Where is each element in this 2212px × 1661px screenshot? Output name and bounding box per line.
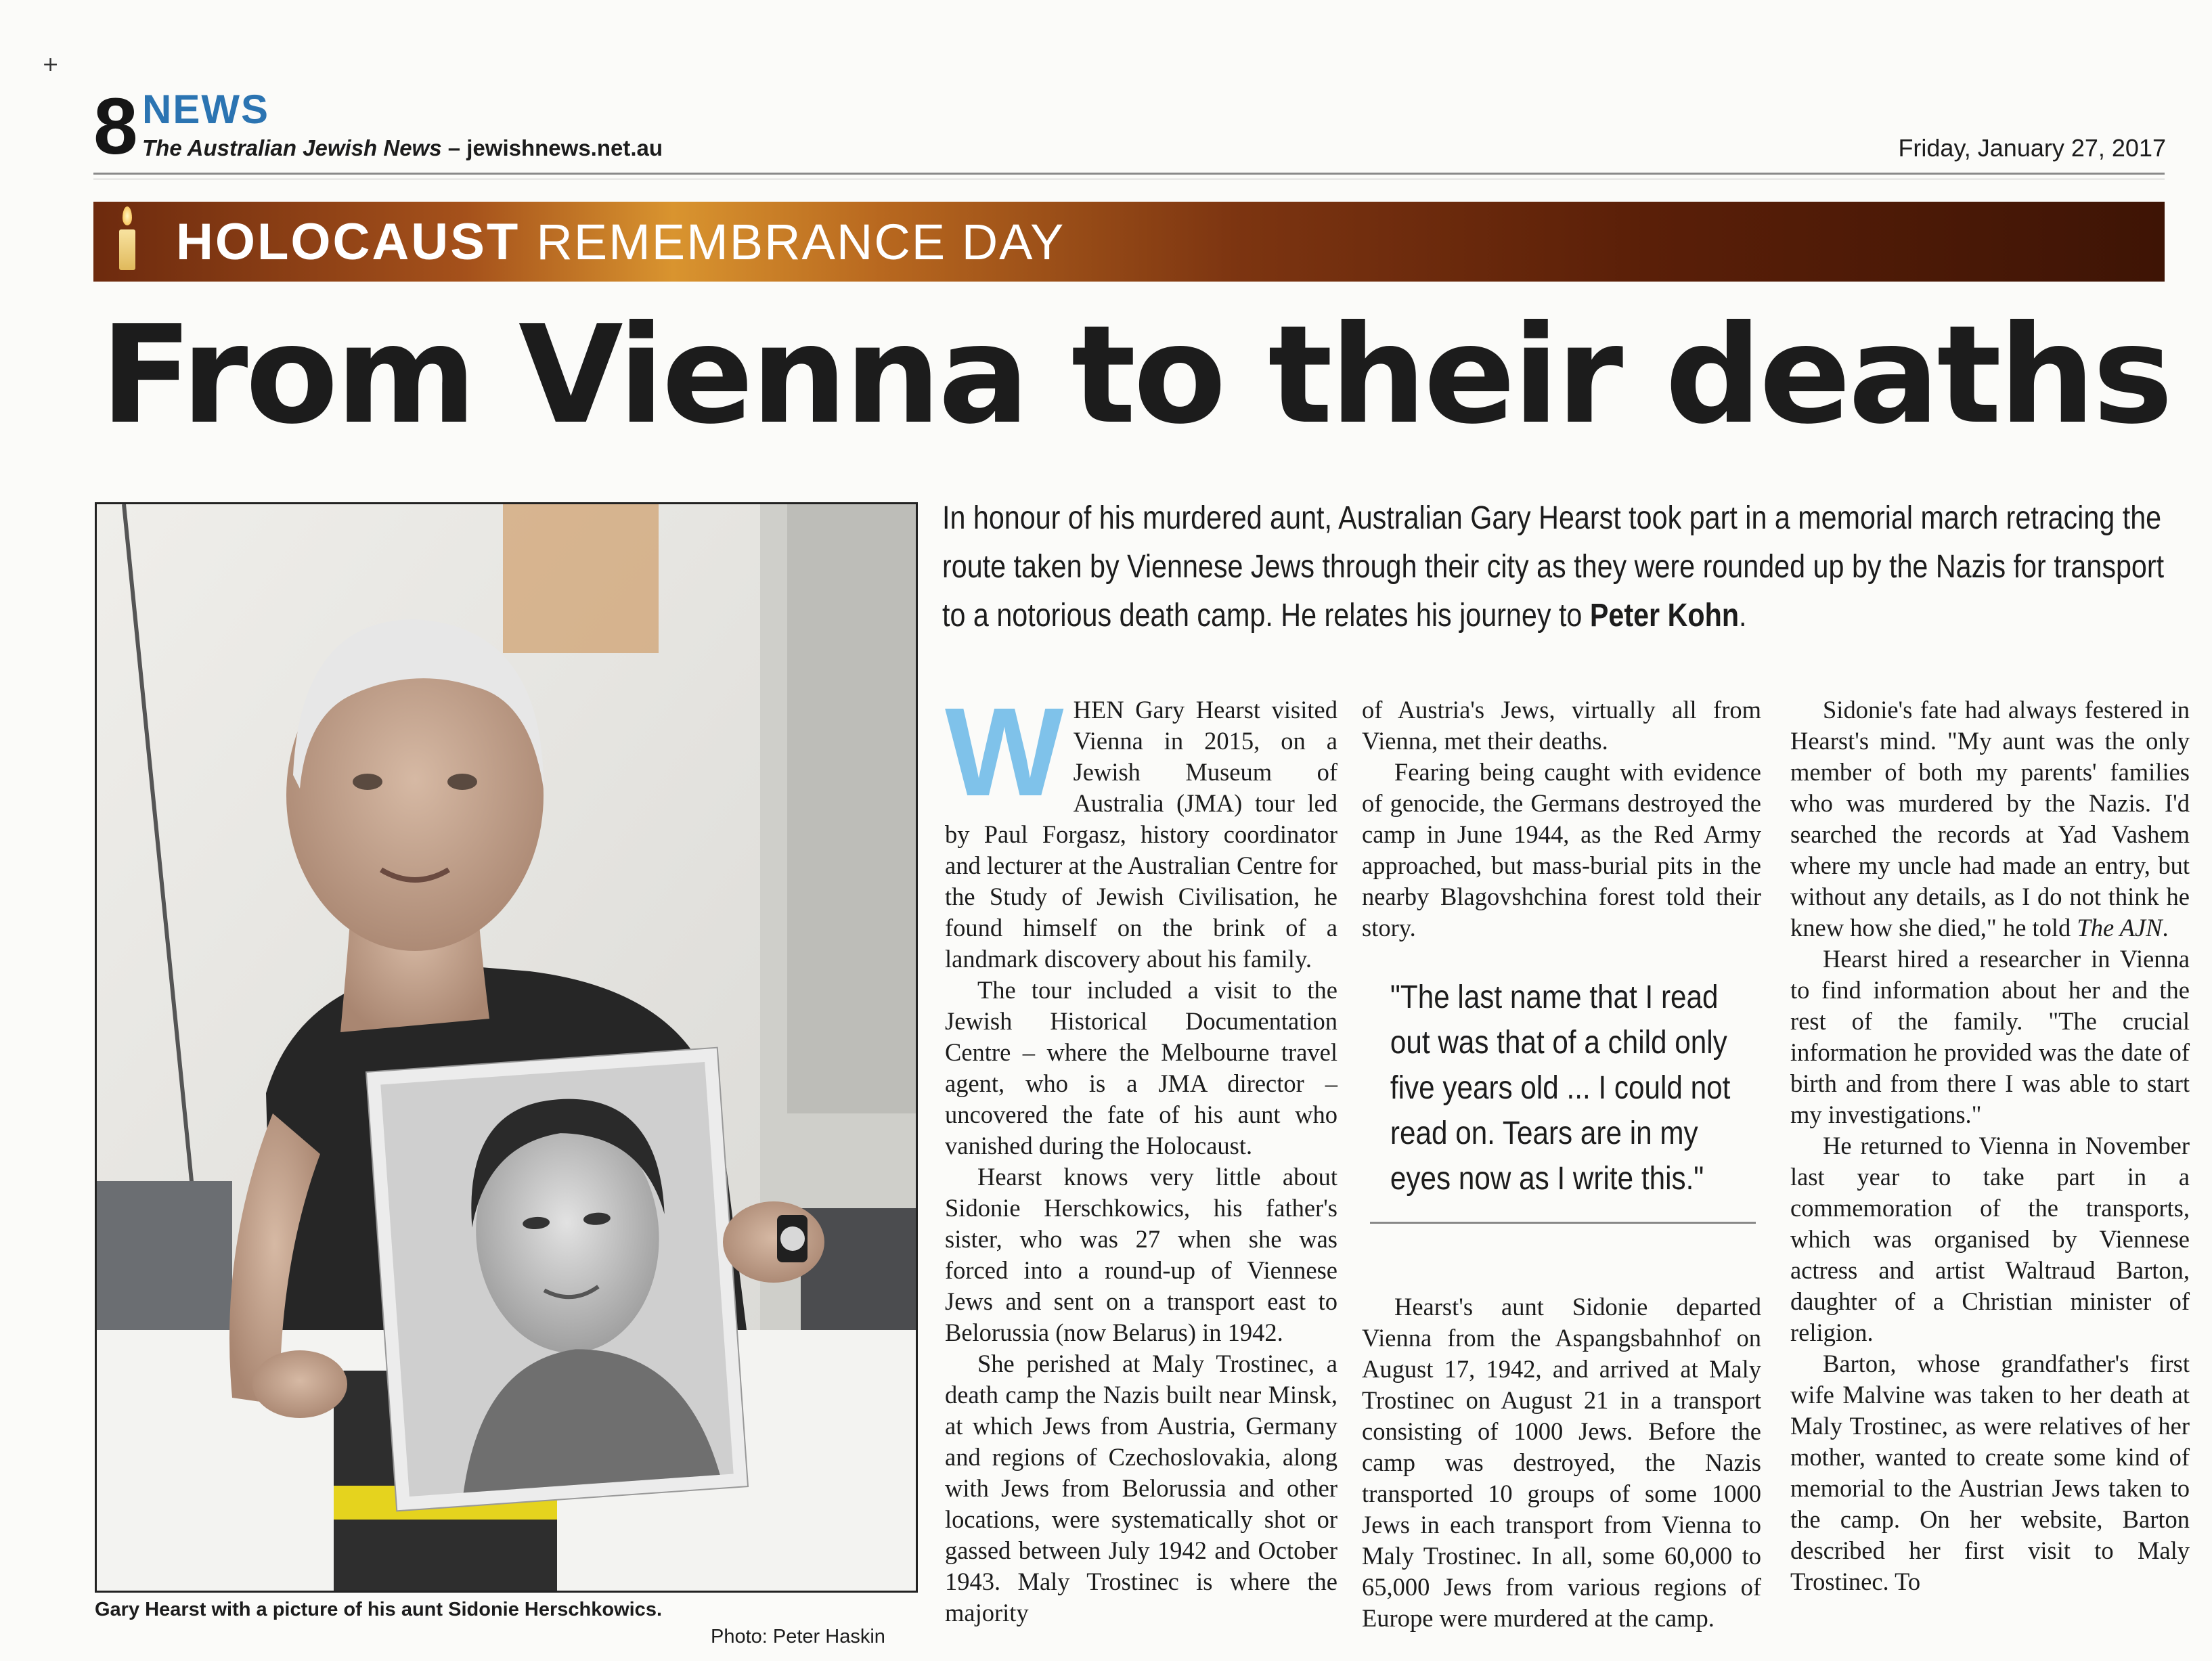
paragraph-text: HEN Gary Hearst visited Vienna in 2015, on a Jewish Museum of Australia (JMA) tour led by Paul Forgasz, history coordinator and lecturer at the Australian Centre for the Study of Jewish Civilisation, he found himself on the brink of a landmark discovery about his family.: [945, 696, 1337, 973]
article-photo: [95, 502, 918, 1593]
standfirst-end: .: [1739, 598, 1747, 634]
photo-caption: Gary Hearst with a picture of his aunt Sidonie Herschkowics.: [95, 1599, 662, 1620]
paragraph: [1790, 694, 2190, 944]
drop-cap: W: [945, 682, 1064, 822]
article-column-3: [1790, 694, 2190, 1597]
candle-icon: [119, 229, 135, 270]
banner-bold-text: HOLOCAUST: [176, 213, 521, 271]
issue-date: Friday, January 27, 2017: [1898, 134, 2166, 162]
header-rule: [93, 173, 2165, 175]
pull-quote: [1370, 975, 1756, 1224]
standfirst-text: In honour of his murdered aunt, Australian Gary Hearst took part in a memorial march retracing the route taken by Viennese Jews through their city as they were rounded up by the Nazis for transport to a notorious death camp. He relates his journey to: [942, 500, 2165, 634]
registration-mark: +: [42, 53, 60, 76]
paragraph: Hearst hired a researcher in Vienna to find information about her and the rest of the family. "The crucial information he provided was the date of birth and from there I was able to start my investigations.": [1790, 945, 2190, 1128]
paragraph: [945, 682, 1337, 975]
paragraph: Hearst knows very little about Sidonie Herschkowics, his father's sister, who was 27 when she was forced into a round-up of Viennese Jews and sent on a transport east to Belorussia (now Belarus) in 1942.: [945, 1163, 1337, 1346]
photo-illustration: [97, 504, 916, 1591]
article-column-2: [1362, 694, 1761, 944]
website: – jewishnews.net.au: [441, 135, 663, 160]
article-column-2-continued: [1362, 1291, 1761, 1634]
section-banner: [93, 202, 2165, 282]
headline: From Vienna to their deaths: [100, 296, 2171, 454]
masthead-line: [142, 135, 663, 161]
pull-quote-text: "The last name that I read out was that of a child only five years old ... I could not read on. Tears are in my eyes now as I write this.": [1390, 979, 1731, 1197]
paragraph: She perished at Maly Trostinec, a death camp the Nazis built near Minsk, at which Jews from Austria, Germany and regions of Czechoslovakia, along with Jews from Belorussia and other locations, were systematically shot or gassed between July 1942 and October 1943. Maly Trostinec is where the majority: [945, 1350, 1337, 1626]
standfirst-author: Peter Kohn: [1589, 598, 1740, 634]
standfirst: [942, 494, 2165, 640]
paragraph: Hearst's aunt Sidonie departed Vienna from the Aspangsbahnhof on August 17, 1942, and arrived at Maly Trostinec on August 21 in a transport consisting of 1000 Jews. Before the camp was destroyed, the Nazis transported 10 groups of some 1000 Jews in each transport from Vienna to Maly Trostinec. In all, some 60,000 to 65,000 Jews from various regions of Europe were murdered at the camp.: [1362, 1293, 1761, 1632]
paragraph: He returned to Vienna in November last year to take part in a commemoration of the transports, which was organised by Viennese actress and artist Waltraud Barton, daughter of a Christian minister of religion.: [1790, 1132, 2190, 1346]
paragraph-end: .: [2162, 914, 2169, 942]
paragraph-text: Sidonie's fate had always festered in Hearst's mind. "My aunt was the only member of both my parents' families who was murdered by the Nazis. I'd searched the records at Yad Vashem where my uncle had made an entry, but without any details, as I do not think he knew how she died," he told: [1790, 696, 2190, 942]
publication-name: The AJN: [2077, 914, 2163, 942]
page-number: 8: [93, 82, 138, 171]
section-label: NEWS: [142, 87, 269, 132]
paragraph: Fearing being caught with evidence of genocide, the Germans destroyed the camp in June 1944, as the Red Army approached, but mass-burial pits in the nearby Blagovshchina forest told their story.: [1362, 758, 1761, 942]
paragraph: Barton, whose grandfather's first wife Malvine was taken to her death at Maly Trostinec, as were relatives of her mother, wanted to create some kind of memorial to the Austrian Jews taken to the camp. On her website, Barton described her first visit to Maly Trostinec. To: [1790, 1350, 2190, 1595]
paragraph: of Austria's Jews, virtually all from Vienna, met their deaths.: [1362, 696, 1761, 755]
photo-credit: Photo: Peter Haskin: [711, 1626, 885, 1647]
article-column-1: [945, 682, 1337, 1629]
banner-light-text: REMEMBRANCE DAY: [536, 213, 1065, 270]
paragraph: The tour included a visit to the Jewish Historical Documentation Centre – where the Melbourne travel agent, who is a JMA director – uncovered the fate of his aunt who vanished during the Holocaust.: [945, 976, 1337, 1159]
paper-name: The Australian Jewish News: [142, 135, 442, 160]
